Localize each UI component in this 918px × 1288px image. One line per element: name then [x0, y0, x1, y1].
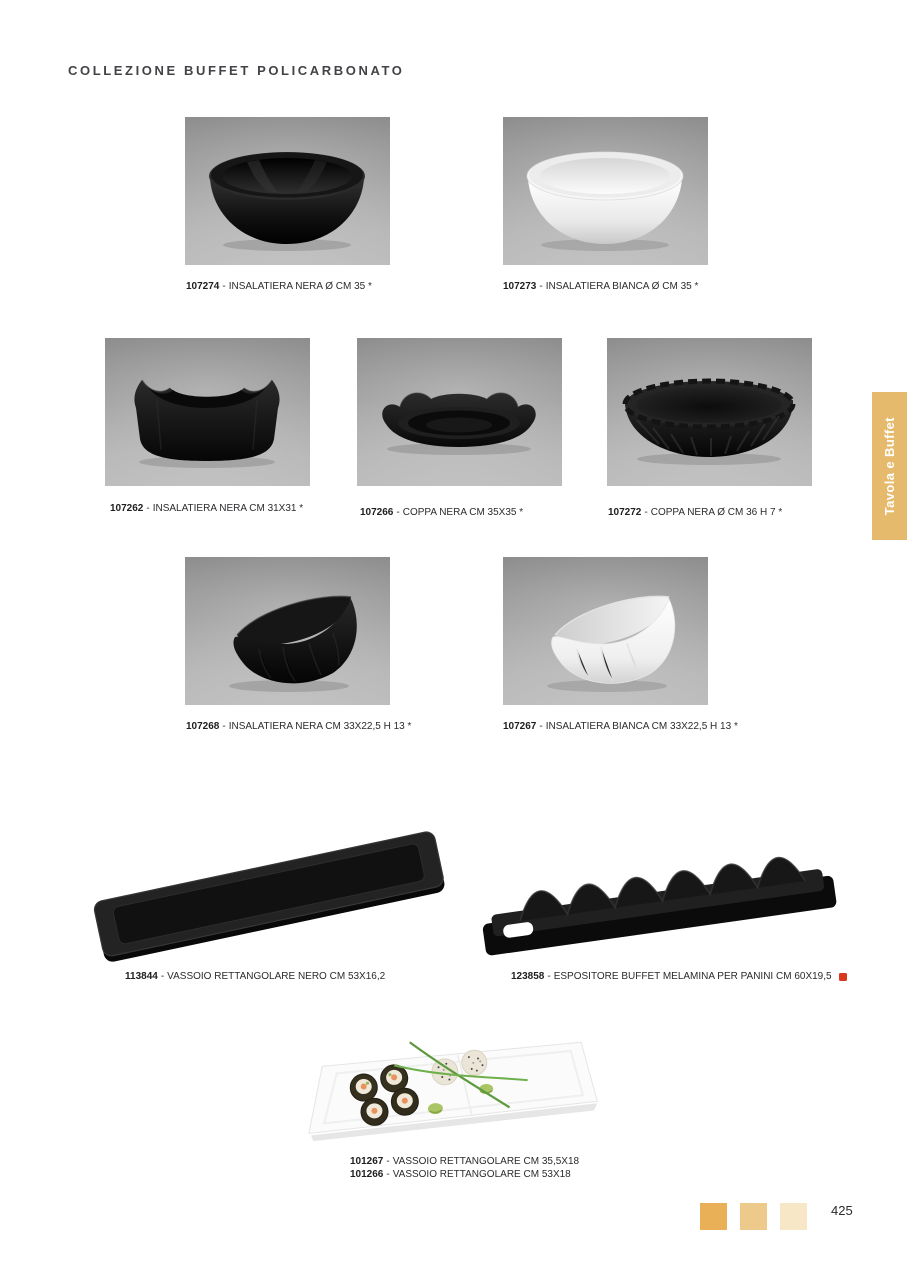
- product-code: 107267: [503, 721, 537, 732]
- product-caption-107262: [110, 503, 303, 514]
- caption-separator: -: [547, 971, 551, 982]
- caption-separator: -: [396, 507, 400, 518]
- product-code: 107273: [503, 281, 537, 292]
- product-image-107272: [607, 338, 812, 486]
- caption-separator: -: [386, 1156, 390, 1167]
- caption-separator: -: [539, 281, 543, 292]
- page-title: COLLEZIONE BUFFET POLICARBONATO: [68, 63, 405, 78]
- product-code: 101267: [350, 1156, 384, 1167]
- caption-separator: -: [644, 507, 648, 518]
- product-image-107273: [503, 117, 708, 265]
- product-code: 123858: [511, 971, 545, 982]
- product-image-107262: [105, 338, 310, 486]
- black-fluted-coppa-graphic: [607, 338, 812, 486]
- black-rectangular-tray-graphic: [58, 812, 478, 962]
- product-name: INSALATIERA NERA CM 33X22,5 H 13 *: [228, 721, 412, 732]
- section-tab-tavola-e-buffet: [872, 392, 907, 540]
- black-square-bowl-graphic: [105, 338, 310, 486]
- bread-display-stand-graphic: [455, 778, 855, 963]
- product-name: VASSOIO RETTANGOLARE NERO CM 53X16,2: [167, 971, 386, 982]
- caption-separator: -: [539, 721, 543, 732]
- product-name: INSALATIERA BIANCA CM 33X22,5 H 13 *: [545, 721, 738, 732]
- product-caption-101267: [350, 1156, 579, 1167]
- caption-separator: -: [386, 1169, 390, 1180]
- product-code: 101266: [350, 1169, 384, 1180]
- caption-separator: -: [160, 971, 165, 982]
- black-round-bowl-graphic: [185, 117, 390, 265]
- product-name: COPPA NERA Ø CM 36 H 7 *: [650, 507, 783, 518]
- product-name: INSALATIERA NERA CM 31X31 *: [152, 503, 304, 514]
- product-image-101267-101266: [278, 1028, 608, 1148]
- product-image-107266: [357, 338, 562, 486]
- product-caption-101266: [350, 1169, 571, 1180]
- white-sushi-tray-graphic: [278, 1028, 608, 1148]
- product-caption-107266: [360, 507, 523, 518]
- product-code: 107274: [186, 281, 220, 292]
- product-image-123858: [455, 778, 855, 963]
- color-swatch-1: [700, 1203, 727, 1230]
- product-code: 107268: [186, 721, 220, 732]
- product-caption-107267: [503, 721, 738, 732]
- product-image-107274: [185, 117, 390, 265]
- product-image-107267: [503, 557, 708, 705]
- product-caption-107268: [186, 721, 411, 732]
- color-swatch-2: [740, 1203, 767, 1230]
- product-caption-107273: [503, 281, 698, 292]
- caption-separator: -: [222, 281, 226, 292]
- product-code: 107266: [360, 507, 394, 518]
- new-product-marker: [839, 973, 847, 981]
- black-wavy-coppa-graphic: [357, 338, 562, 486]
- product-caption-107272: [608, 507, 782, 518]
- product-name: VASSOIO RETTANGOLARE CM 53X18: [392, 1169, 571, 1180]
- product-caption-123858: [511, 971, 847, 982]
- product-name: COPPA NERA CM 35X35 *: [402, 507, 524, 518]
- white-boat-bowl-graphic: [503, 557, 708, 705]
- black-boat-bowl-graphic: [185, 557, 390, 705]
- product-code: 107262: [110, 503, 144, 514]
- caption-separator: -: [146, 503, 150, 514]
- white-round-bowl-graphic: [503, 117, 708, 265]
- product-name: INSALATIERA BIANCA Ø CM 35 *: [545, 281, 699, 292]
- caption-separator: -: [222, 721, 226, 732]
- product-image-113844: [58, 812, 478, 962]
- product-name: INSALATIERA NERA Ø CM 35 *: [228, 281, 372, 292]
- product-name: ESPOSITORE BUFFET MELAMINA PER PANINI CM 60X19,5: [553, 971, 832, 982]
- product-image-107268: [185, 557, 390, 705]
- product-caption-107274: [186, 281, 372, 292]
- product-caption-113844: [125, 971, 385, 982]
- page-number: 425: [831, 1203, 853, 1218]
- product-code: 107272: [608, 507, 642, 518]
- section-tab-label: Tavola e Buffet: [882, 416, 897, 516]
- product-code: 113844: [125, 971, 158, 982]
- color-swatch-3: [780, 1203, 807, 1230]
- product-name: VASSOIO RETTANGOLARE CM 35,5X18: [392, 1156, 580, 1167]
